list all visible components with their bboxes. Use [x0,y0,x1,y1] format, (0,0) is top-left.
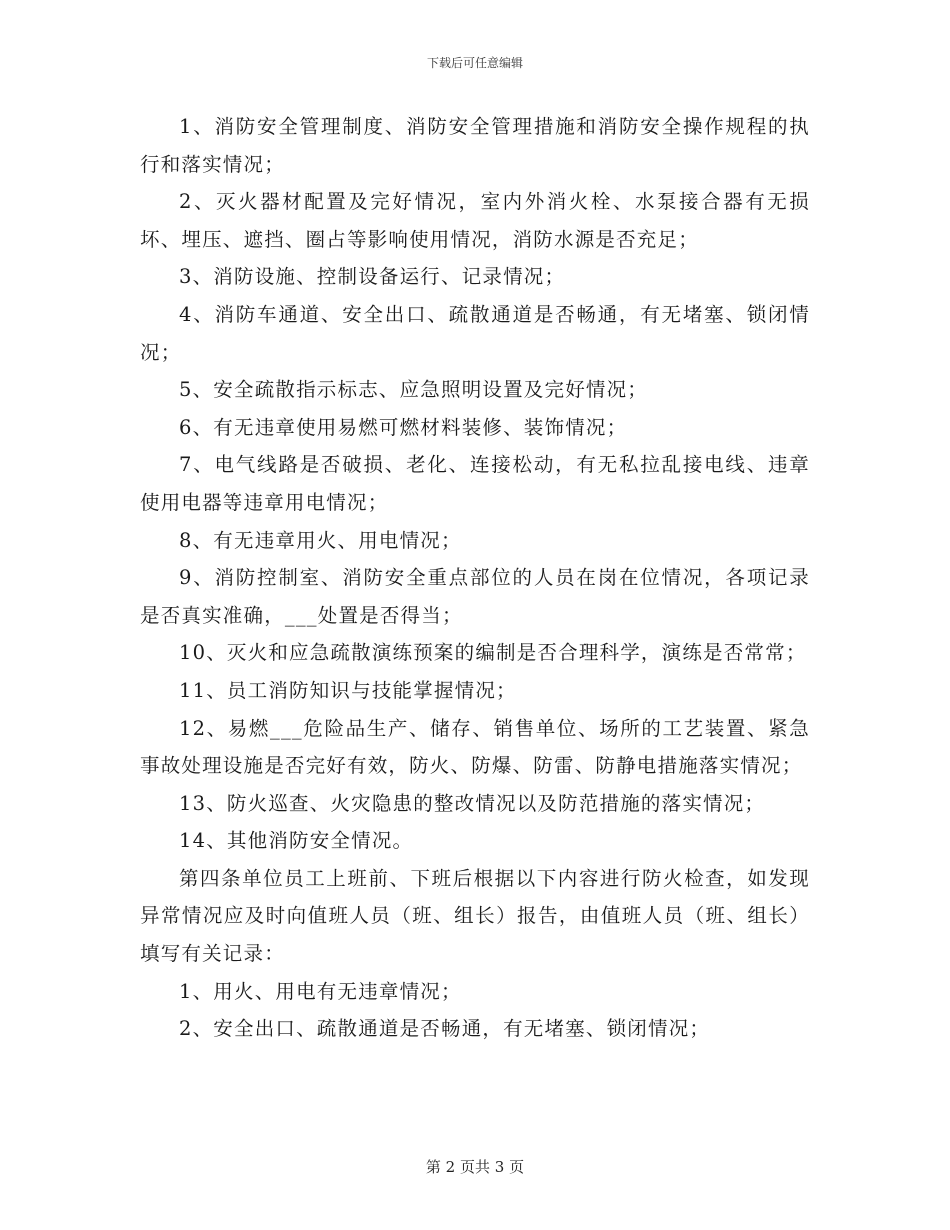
page-header: 下载后可任意编辑 [426,56,523,70]
paragraph: 10、灭火和应急疏散演练预案的编制是否合理科学，演练是否常常； [179,641,807,665]
paragraph: 1、消防安全管理制度、消防安全管理措施和消防安全操作规程的执行和落实情况； [140,115,810,176]
paragraph: 7、电气线路是否破损、老化、连接松动，有无私拉乱接电线、违章使用电器等违章用电情况； [140,453,810,514]
paragraph: 4、消防车通道、安全出口、疏散通道是否畅通，有无堵塞、锁闭情况； [140,302,810,364]
paragraph: 14、其他消防安全情况。 [179,829,414,853]
paragraph: 13、防火巡查、火灾隐患的整改情况以及防范措施的落实情况； [179,791,766,815]
paragraph: 3、消防设施、控制设备运行、记录情况； [179,265,566,289]
paragraph: 12、易燃___危险品生产、储存、销售单位、场所的工艺装置、紧急事故处理设施是否完好有效，防火、防爆、防雷、防静电措施落实情况； [140,716,810,778]
paragraph: 2、灭火器材配置及完好情况，室内外消火栓、水泵接合器有无损坏、埋压、遮挡、圈占等影响使用情况，消防水源是否充足； [140,190,810,251]
document-body [140,108,810,1048]
paragraph: 第四条单位员工上班前、下班后根据以下内容进行防火检查，如发现异常情况应及时向值班人员（班、组长）报告，由值班人员（班、组长）填写有关记录： [140,866,810,966]
paragraph: 8、有无违章用火、用电情况； [179,528,462,552]
paragraph: 2、安全出口、疏散通道是否畅通，有无堵塞、锁闭情况； [179,1017,711,1041]
page-footer: 第 2 页共 3 页 [425,1158,525,1176]
paragraph: 5、安全疏散指示标志、应急照明设置及完好情况； [179,378,649,402]
paragraph: 11、员工消防知识与技能掌握情况； [179,678,517,702]
paragraph: 1、用火、用电有无违章情况； [179,979,462,1003]
paragraph: 6、有无违章使用易燃可燃材料装修、装饰情况； [179,415,628,439]
paragraph: 9、消防控制室、消防安全重点部位的人员在岗在位情况，各项记录是否真实准确，___处置是否得当； [140,566,810,627]
